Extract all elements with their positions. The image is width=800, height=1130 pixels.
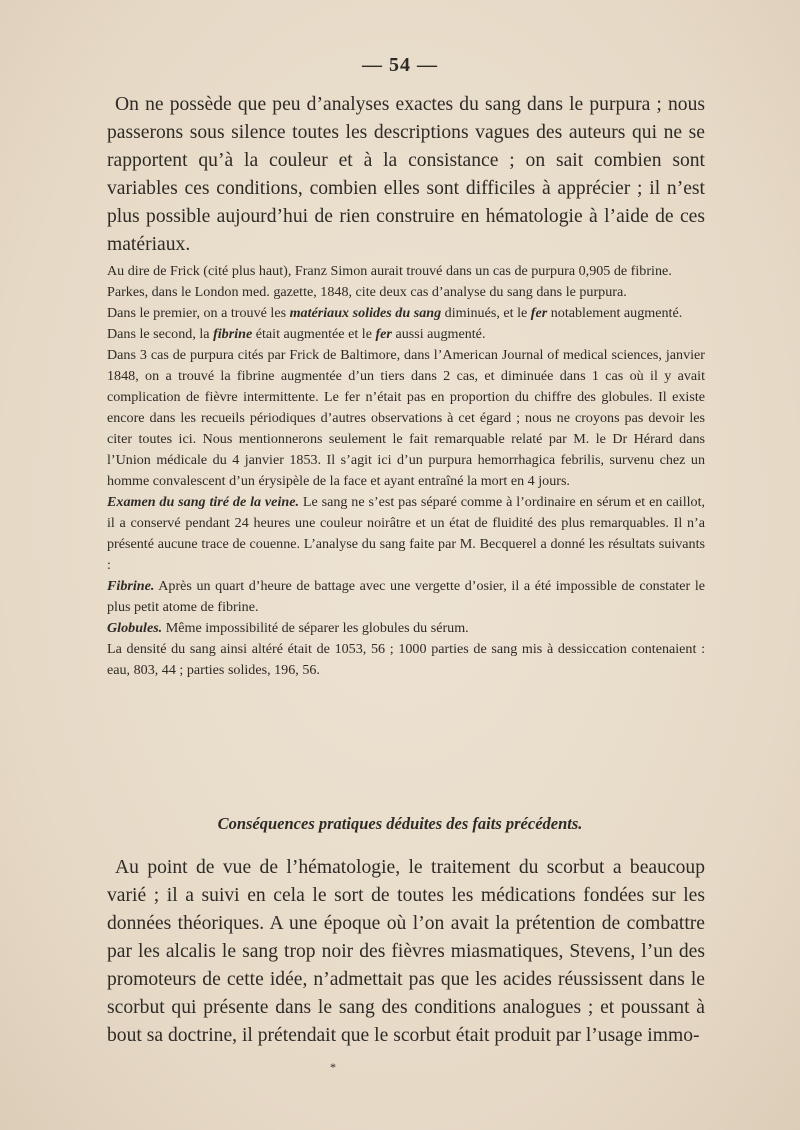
note-frick: Au dire de Frick (cité plus haut), Franz Simon aurait trouvé dans un cas de purpura 0,905 de fibrine.: [107, 263, 672, 279]
emphasis-examen: Examen du sang tiré de la veine.: [107, 494, 299, 510]
note-first-case: Dans le premier, on a trouvé les matériaux solides du sang diminués, et le fer notablement augmenté.: [107, 305, 683, 321]
emphasis-fibrine: fibrine: [213, 326, 253, 342]
note-second-case: Dans le second, la fibrine était augmentée et le fer aussi augmenté.: [107, 326, 486, 342]
page-number: — 54 —: [362, 54, 438, 76]
note-baltimore: Dans 3 cas de purpura cités par Frick de Baltimore, dans l’American Journal of medical sciences, janvier 1848, on a trouvé la fibrine augmentée d’un tiers dans 2 cas, et diminuée dans 1 cas où il y avait complication de fièvre intermittente. Le fer n’était pas en proportion du chiffre des globules. Il existe encore dans les recueils périodiques d’autres observations à cet égard ; nous ne croyons pas devoir les citer toutes ici. Nous mentionnerons seulement le fait remarquable relaté par M. le Dr Hérard dans l’Union médicale du 4 janvier 1853. Il s’agit ici d’un purpura hemorrhagica febrilis, survenu chez un homme convalescent d’un érysipèle de la face et ayant entraîné la mort en 4 jours.: [107, 347, 705, 489]
closing-paragraph: Au point de vue de l’hématologie, le traitement du scorbut a beaucoup varié ; il a suivi en cela le sort de toutes les médications fondées sur les données théoriques. A une époque où l’on avait la prétention de combattre par les alcalis le sang trop noir des fièvres miasmatiques, Stevens, l’un des promoteurs de cette idée, n’admettait pas que les acides réussissent dans le scorbut qui présente dans le sang des conditions analogues ; et poussant à bout sa doctrine, il prétendait que le scorbut était produit par l’usage immo-: [107, 857, 705, 1046]
section-heading: Conséquences pratiques déduites des faits précédents.: [217, 814, 583, 833]
note-fibrine: Fibrine. Après un quart d’heure de battage avec une vergette d’osier, il a été impossible de constater le plus petit atome de fibrine.: [107, 578, 705, 615]
emphasis-fibrine-label: Fibrine.: [107, 578, 155, 594]
emphasis-materiaux: matériaux solides du sang: [289, 305, 442, 321]
emphasis-fer: fer: [530, 305, 548, 321]
notes-block: [107, 261, 705, 681]
intro-paragraph: On ne possède que peu d’analyses exactes du sang dans le purpura ; nous passerons sous silence toutes les descriptions vagues des auteurs qui ne se rapportent qu’à la couleur et à la consistance ; on sait combien sont variables ces conditions, combien elles sont difficiles à apprécier ; il n’est plus possible aujourd’hui de rien construire en hématologie à l’aide de ces matériaux.: [107, 94, 705, 255]
emphasis-fer-2: fer: [375, 326, 392, 342]
note-examen: Examen du sang tiré de la veine. Le sang ne s’est pas séparé comme à l’ordinaire en sérum et en caillot, il a conservé pendant 24 heures une couleur noirâtre et un état de fluidité des plus remarquables. Il n’a présenté aucune trace de couenne. L’analyse du sang faite par M. Becquerel a donné les résultats suivants :: [107, 494, 706, 573]
note-parkes: Parkes, dans le London med. gazette, 1848, cite deux cas d’analyse du sang dans le purpura.: [107, 284, 627, 300]
note-densite: La densité du sang ainsi altéré était de 1053, 56 ; 1000 parties de sang mis à dessiccation contenaient : eau, 803, 44 ; parties solides, 196, 56.: [107, 641, 705, 678]
emphasis-globules-label: Globules.: [107, 620, 163, 636]
note-globules: Globules. Même impossibilité de séparer les globules du sérum.: [107, 620, 469, 636]
signature-mark: *: [330, 1060, 336, 1074]
